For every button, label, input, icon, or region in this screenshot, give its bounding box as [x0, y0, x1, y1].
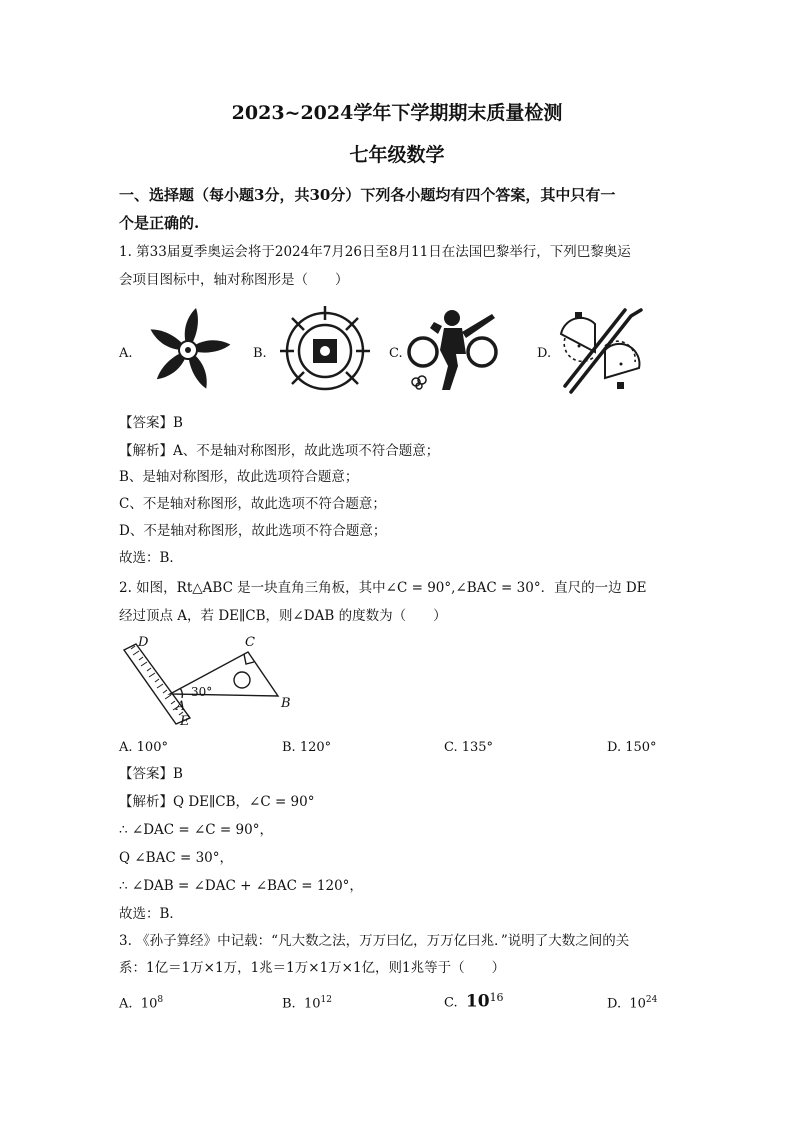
q2-analysis-line1: 【解析】Q DE∥CB，∠C = 90° [119, 794, 315, 810]
q3-option-a [119, 990, 163, 1014]
q1-option-c-label: C. [389, 346, 403, 361]
q3-option-b-base: 10 [303, 996, 321, 1012]
q3-option-c-label: C. [444, 995, 458, 1011]
q3-option-d-label: D. [607, 996, 622, 1012]
page-subtitle: 七年级数学 [349, 144, 445, 166]
q3-stem-line1: 3. 《孙子算经》中记载：“凡大数之法，万万曰亿，万万亿曰兆．”说明了大数之间的关 [119, 933, 630, 949]
q3-option-d-base: 10 [629, 996, 646, 1012]
q1-stem-line1: 1. 第33届夏季奥运会将于2024年7月26日至8月11日在法国巴黎举行，下列巴黎奥运 [119, 244, 631, 260]
q2-option-d: D. 150° [607, 740, 657, 755]
q1-option-b-label: B. [253, 346, 267, 361]
q1-analysis-line1: 【解析】A、不是轴对称图形，故此选项不符合题意； [119, 443, 440, 459]
figure-label-c: C [245, 635, 255, 650]
hockey-icon [555, 306, 645, 396]
q2-answer: 【答案】B [119, 766, 183, 782]
q2-option-a: A. 100° [119, 740, 168, 755]
q2-analysis-line2: ∴ ∠DAC = ∠C = 90°， [119, 822, 273, 838]
q2-stem-line2: 经过顶点 A，若 DE∥CB，则∠DAB 的度数为（ ） [119, 608, 447, 624]
pinwheel-icon [145, 305, 231, 395]
figure-label-angle: 30° [191, 685, 213, 699]
page-title: 2023~2024学年下学期期末质量检测 [231, 102, 563, 124]
q3-option-d-exp: 24 [645, 995, 658, 1005]
q1-analysis-line4: D、不是轴对称图形，故此选项不符合题意； [119, 523, 387, 539]
q3-option-d [607, 990, 657, 1014]
q3-option-b [282, 990, 332, 1014]
q3-option-c [444, 988, 504, 1013]
figure-label-d: D [138, 635, 149, 650]
q1-analysis-line2: B、是轴对称图形，故此选项符合题意； [119, 469, 359, 485]
q1-stem-line2: 会项目图标中，轴对称图形是（ ） [119, 272, 349, 288]
q3-option-b-label: B. [282, 996, 296, 1012]
q1-analysis-line5: 故选：B． [119, 550, 183, 566]
q2-option-b: B. 120° [282, 740, 332, 755]
q2-stem-line1: 2. 如图，Rt△ABC 是一块直角三角板，其中∠C = 90°,∠BAC = 30°．直尺的一边 DE [119, 580, 647, 596]
q3-option-a-exp: 8 [157, 995, 164, 1005]
section-heading-line1: 一、选择题（每小题3分，共30分）下列各小题均有四个答案，其中只有一 [119, 186, 616, 204]
section-heading-line2: 个是正确的. [119, 214, 200, 232]
figure-label-e: E [180, 714, 190, 729]
figure-label-b: B [281, 696, 291, 711]
q3-option-a-base: 10 [140, 996, 158, 1012]
q3-option-b-exp: 12 [320, 995, 332, 1005]
q2-analysis-line5: 故选：B． [119, 906, 183, 922]
q2-analysis-line3: Q ∠BAC = 30°， [119, 850, 233, 866]
q3-stem-line2: 系：1亿＝1万×1万，1兆＝1万×1万×1亿，则1兆等于（ ） [119, 960, 506, 976]
target-icon [280, 306, 370, 396]
q1-option-d-label: D. [537, 346, 552, 361]
figure-label-a: A [176, 699, 186, 714]
q3-option-a-label: A. [119, 996, 133, 1012]
q3-option-c-base: 10 [465, 991, 490, 1012]
q1-analysis-line3: C、不是轴对称图形，故此选项不符合题意； [119, 496, 386, 512]
q2-option-c: C. 135° [444, 740, 494, 755]
q1-answer: 【答案】B [119, 415, 183, 431]
q1-option-a-label: A. [119, 346, 133, 361]
q2-analysis-line4: ∴ ∠DAB = ∠DAC + ∠BAC = 120°， [119, 878, 363, 894]
cyclist-icon [406, 306, 502, 394]
q3-option-c-exp: 16 [489, 991, 504, 1004]
